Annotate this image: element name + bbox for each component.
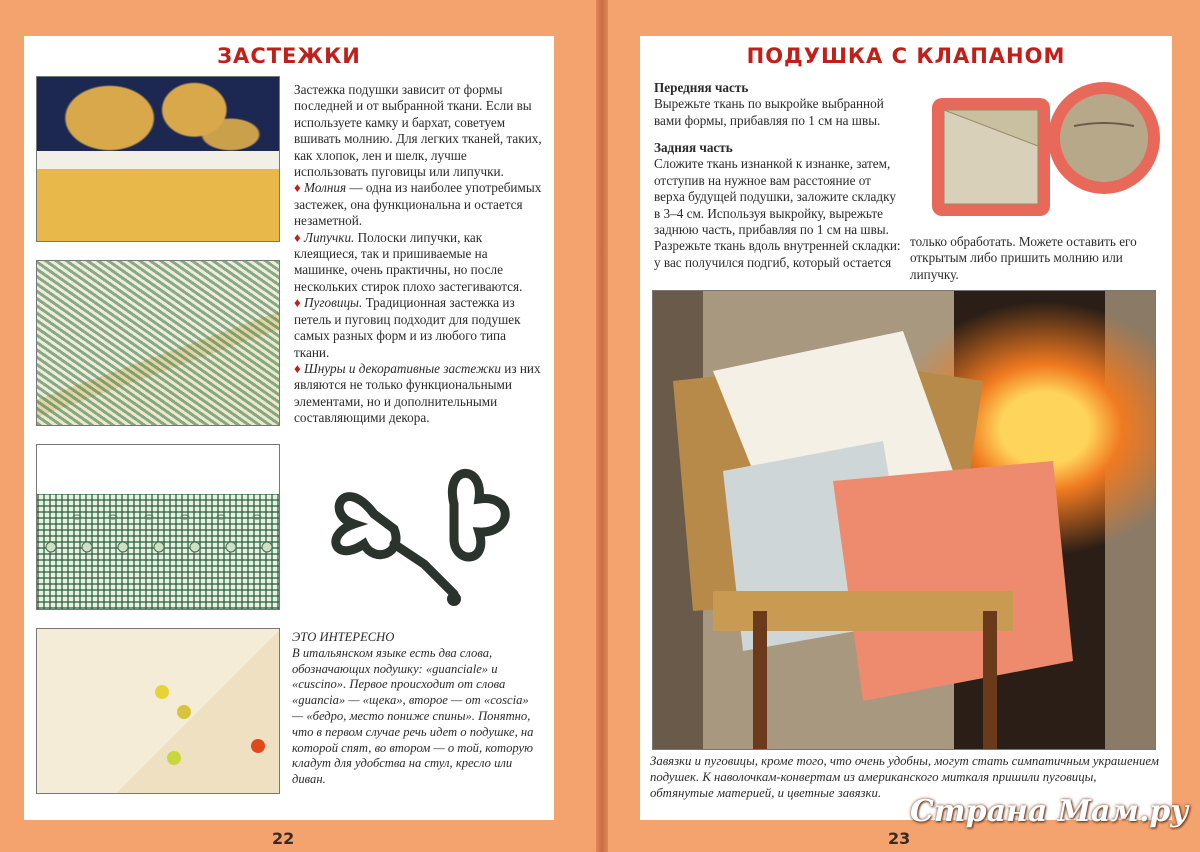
snap-yellow [177,705,191,719]
flap-cushion-illustration [924,76,1160,226]
closure-desc: из них являются не только функциональными элементами, но и дополнительными составляющими декора. [294,360,541,426]
closure-item [294,295,544,361]
snaps-closure-photo [36,628,280,794]
bullet-icon: ♦ [294,180,305,196]
closure-desc: Традиционная застежка из петель и пуговиц подходит для подушек самых разных форм и из любого типа ткани. [294,295,521,360]
closure-desc: Полоски липучки, как клеящиеся, так и пришиваемые на машинке, очень практичны, но после нескольких стирок плохо застегиваются. [294,229,523,294]
fun-fact-heading: ЭТО ИНТЕРЕСНО [292,630,395,644]
bullet-icon: ♦ [294,295,305,311]
closure-term: Шнуры и декоративные застежки [304,360,501,376]
closure-item [294,230,544,296]
closure-term: Молния [304,180,347,196]
page-number-left: 22 [272,829,295,848]
right-page-title: ПОДУШКА С КЛАПАНОМ [746,44,1066,68]
site-watermark: Страна Мам.ру [910,794,1189,829]
velcro-cushion-photo [36,260,280,426]
back-part-text-continued: только обработать. Можете оставить его открытым либо пришить молнию или липучку. [910,234,1137,282]
page-number-right: 23 [888,829,911,848]
left-page [24,36,554,848]
bullet-icon: ♦ [294,229,305,245]
pillows-on-chair-graphic [653,291,1156,750]
front-part-heading: Передняя часть [654,80,749,95]
snap-red [251,739,265,753]
book-gutter [596,0,608,852]
closure-term: Пуговицы. [304,295,363,311]
fun-fact-box [292,630,542,788]
closure-desc: — одна из наиболее употребимых застежек, она функциональна и остается незаметной. [294,180,542,229]
closure-item [294,361,544,427]
buttons-row-graphic [37,445,280,610]
closure-term: Липучки. [304,229,355,245]
back-part-heading: Задняя часть [654,140,733,155]
snap-yellow [155,685,169,699]
frog-closure-illustration [304,454,524,614]
fun-fact-text: В итальянском языке есть два слова, обозначающих подушку: «guanciale» и «cuscino». Первое происходит от слова «guancia» — «щека», второе — от «coscia» — «бедро, место пониже спины». Понятно, что в первом случае речь идет о подушке, на которой спят, во втором — о той, которую кладут для удобства на стул, кресло или диван. [292,645,534,787]
closures-intro [294,82,544,427]
back-part-text: Сложите ткань изнанкой к изнанке, затем, отступив на нужное вам расстояние от верха будущей подушки, заложите складку в 3–4 см. Используя выкройку, вырежьте заднюю часть, прибавляя по 1 см на швы. Разрежьте ткань вдоль внутренней складки: у вас получился подгиб, который остается [654,156,901,270]
zipper-cushion-photo [36,76,280,242]
closure-item [294,180,544,229]
front-part-section [654,80,904,129]
intro-paragraph: Застежка подушки зависит от формы последней и от выбранной ткани. Если вы используете камку и бархат, советуем вшивать молнию. Для легких тканей, таких, как хлопок, лен и шелк, лучше использовать пуговицы или липучки. [294,82,542,180]
back-part-section [654,140,904,271]
bullet-icon: ♦ [294,360,305,376]
front-part-text: Вырежьте ткань по выкройке выбранной вами формы, прибавляя по 1 см на швы. [654,96,884,128]
right-page [640,36,1172,848]
fireplace-chair-photo [652,290,1156,750]
left-page-title: ЗАСТЕЖКИ [217,44,361,68]
buttons-closure-photo [36,444,280,610]
photo-caption: Завязки и пуговицы, кроме того, что очень удобны, могут стать симпатичным украшением подушек. К наволочкам-конвертам из американского миткаля пришили пуговицы, обтянутые материей, и цветные завязки. [650,754,1159,800]
snap-lime [167,751,181,765]
